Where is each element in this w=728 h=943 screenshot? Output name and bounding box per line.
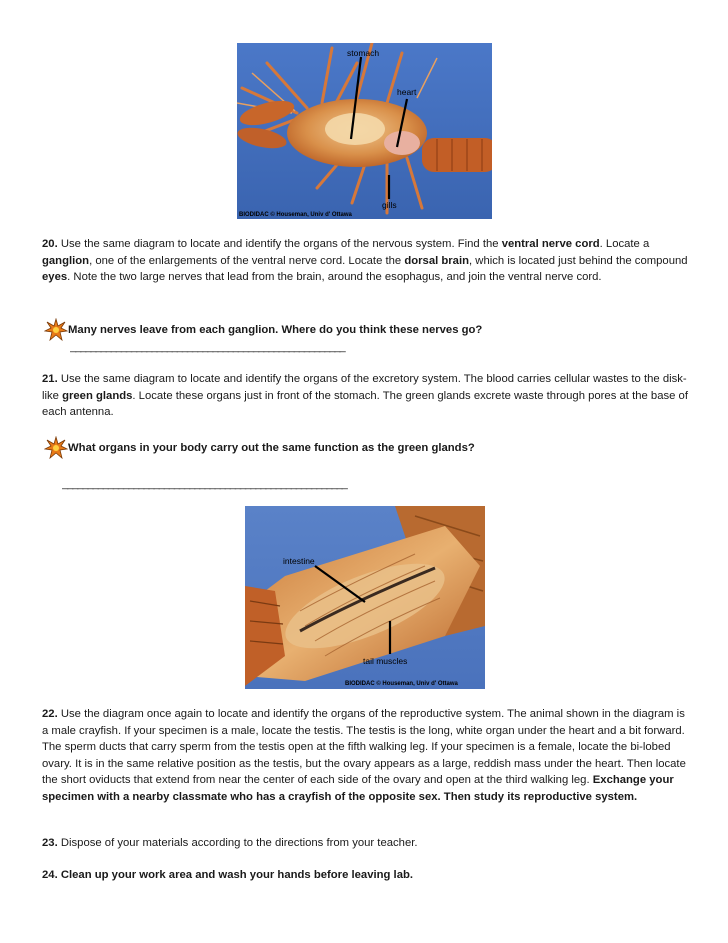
answer-line-nerves[interactable]: ______________________________________________________ bbox=[70, 341, 345, 353]
term-green-glands: green glands bbox=[62, 389, 133, 402]
question-22: 22. Use the diagram once again to locate and identify the organs of the reproductive system. The animal shown in the diagram is a male crayfish. If your specimen is a male, locate the testis. The testis is the long, white organ under the heart and a bit forward. The sperm ducts that carry sperm from the testis open at the fifth walking leg. If your specimen is a female, locate the bi-lobed ovary. It is in the same relative position as the testis, but the ovary appears as a large, reddish mass under the heart. Then locate the short oviducts that extend from near the center of each side of the ovary and open at the third walking leg. Exchange your specimen with a nearby classmate who has a crayfish of the opposite sex. Then study its reproductive system. bbox=[42, 708, 686, 803]
intestine-label: intestine bbox=[283, 556, 315, 566]
photo-credit: BIODIDAC © Houseman, Univ d' Ottawa bbox=[345, 681, 458, 687]
term-ventral-nerve-cord: ventral nerve cord bbox=[501, 238, 600, 250]
star-question-text: What organs in your body carry out the same function as the green glands? bbox=[68, 442, 475, 454]
term-ganglion: ganglion bbox=[42, 254, 90, 267]
question-21: 21. Use the same diagram to locate and identify the organs of the excretory system. The blood carries cellular wastes to the disk-like green glands. Locate these organs just in front of the stomach. The green glands excrete waste through pores at the base of each antenna. bbox=[42, 373, 688, 419]
term-eyes: eyes bbox=[42, 271, 68, 284]
question-number: 20. bbox=[42, 238, 58, 250]
question-23: 23. Dispose of your materials according to the directions from your teacher. bbox=[42, 837, 418, 849]
crayfish-dissection-photo-tail bbox=[245, 506, 485, 689]
question-24: 24. Clean up your work area and wash your hands before leaving lab. bbox=[42, 869, 414, 881]
gills-label: gills bbox=[382, 200, 397, 210]
starburst-icon bbox=[44, 318, 68, 342]
photo-credit: BIODIDAC © Houseman, Univ d' Ottawa bbox=[239, 212, 352, 218]
stomach-label: stomach bbox=[347, 48, 380, 58]
question-number: 23. bbox=[42, 837, 58, 849]
answer-line-green-glands[interactable]: ________________________________________________________ bbox=[62, 478, 347, 490]
heart-label: heart bbox=[397, 87, 417, 97]
question-number: 22. bbox=[42, 708, 58, 720]
term-dorsal-brain: dorsal brain bbox=[404, 254, 470, 267]
tail-muscles-label: tail muscles bbox=[363, 656, 408, 666]
crayfish-dissection-photo-top bbox=[237, 43, 492, 219]
star-question-text: Many nerves leave from each ganglion. Where do you think these nerves go? bbox=[68, 324, 483, 336]
star-question-green-glands bbox=[44, 436, 475, 460]
question-number: 21. bbox=[42, 373, 58, 385]
star-question-nerves bbox=[44, 318, 482, 342]
exchange-instruction: Exchange your specimen with a nearby classmate who has a crayfish of the opposite sex. Then study its reproductive system. bbox=[42, 774, 674, 803]
starburst-icon bbox=[44, 436, 68, 460]
question-20: 20. Use the same diagram to locate and identify the organs of the nervous system. Find the ventral nerve cord. Locate a ganglion, one of the enlargements of the ventral nerve cord. Locate the dorsal brain, which is located just behind the compound eyes. Note the two large nerves that lead from the brain, around the esophagus, and join the ventral nerve cord. bbox=[42, 238, 688, 284]
